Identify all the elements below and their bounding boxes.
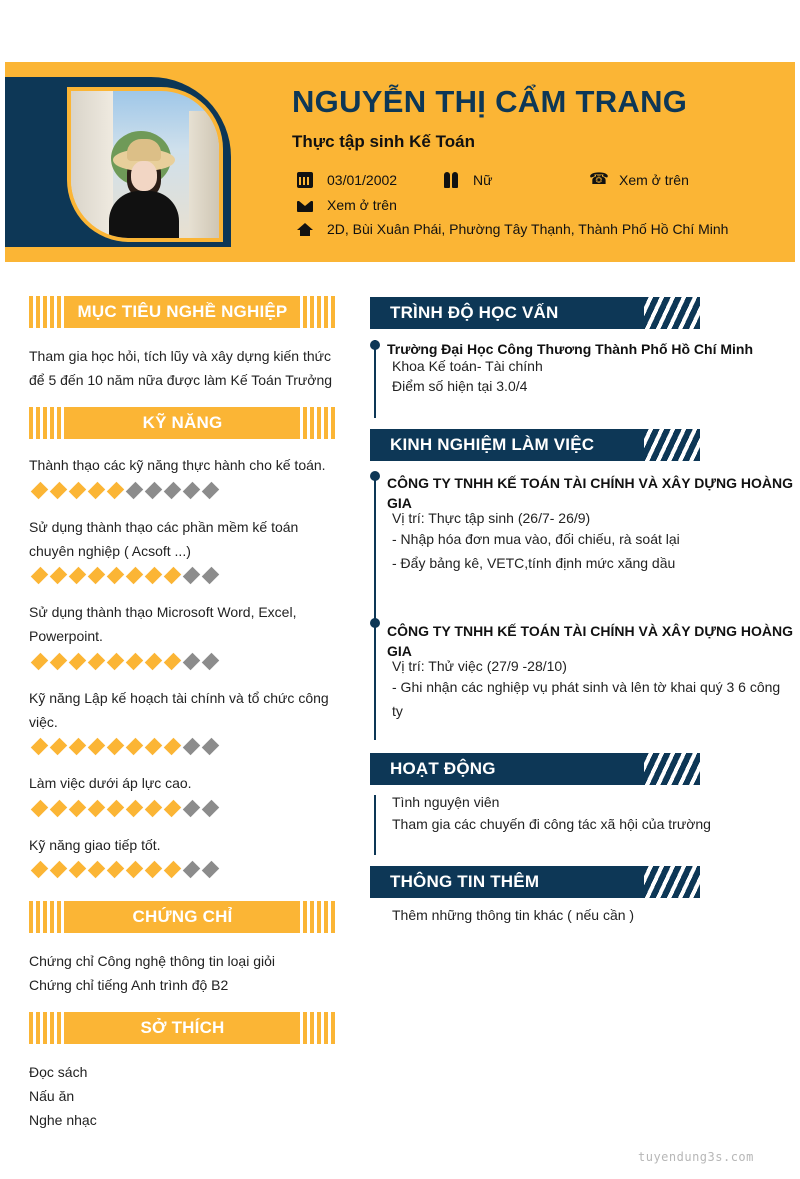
job-duty: - Nhập hóa đơn mua vào, đối chiếu, rà soát lại	[392, 531, 680, 547]
profile-photo-frame	[67, 87, 223, 242]
rating-diamond-filled	[31, 861, 49, 879]
rating-diamond-empty	[145, 482, 163, 500]
rating-diamond-filled	[69, 861, 87, 879]
skill-rating	[34, 568, 216, 582]
rating-diamond-filled	[164, 653, 182, 671]
skill-rating	[34, 739, 216, 753]
rating-diamond-filled	[145, 738, 163, 756]
hobby-item: Nấu ăn	[29, 1088, 75, 1104]
rating-diamond-filled	[88, 653, 106, 671]
skill-item	[29, 453, 344, 477]
rating-diamond-empty	[202, 738, 220, 756]
activity-item: Tình nguyện viên	[392, 794, 500, 810]
skill-rating	[34, 862, 216, 876]
rating-diamond-empty	[202, 861, 220, 879]
gender-row	[443, 172, 492, 188]
rating-diamond-filled	[126, 861, 144, 879]
skill-rating	[34, 654, 216, 668]
timeline-line	[374, 340, 376, 418]
rating-diamond-filled	[50, 861, 68, 879]
heading-stripes	[644, 866, 700, 898]
rating-diamond-empty	[183, 800, 201, 818]
rating-diamond-filled	[31, 738, 49, 756]
rating-diamond-filled	[88, 738, 106, 756]
additional-info-heading	[370, 866, 700, 898]
skill-label: Kỹ năng Lập kế hoạch tài chính và tổ chức công	[29, 690, 329, 706]
company-line: CÔNG TY TNHH KẾ TOÁN TÀI CHÍNH VÀ XÂY DỰNG HOÀNG	[387, 623, 793, 639]
rating-diamond-filled	[145, 800, 163, 818]
gender-icon	[443, 172, 459, 188]
rating-diamond-empty	[183, 738, 201, 756]
rating-diamond-filled	[50, 482, 68, 500]
rating-diamond-filled	[107, 482, 125, 500]
hobbies-heading	[29, 1012, 336, 1044]
hobbies-list	[29, 1060, 344, 1132]
job-duty: - Ghi nhận các nghiệp vụ phát sinh và lên tờ khai quý 3 6 công	[392, 679, 781, 695]
rating-diamond-filled	[126, 738, 144, 756]
education-detail: Khoa Kế toán- Tài chính	[392, 358, 543, 374]
rating-diamond-filled	[88, 800, 106, 818]
education-detail: Điểm số hiện tại 3.0/4	[392, 378, 528, 394]
objective-heading-text: MỤC TIÊU NGHỀ NGHIỆP	[77, 302, 288, 321]
skill-label: Powerpoint.	[29, 628, 103, 644]
mail-icon	[297, 201, 313, 212]
timeline-dot	[370, 618, 380, 628]
rating-diamond-empty	[202, 653, 220, 671]
certificate-item: Chứng chỉ Công nghệ thông tin loại giỏi	[29, 953, 275, 969]
home-icon	[297, 223, 313, 230]
timeline-line	[374, 795, 376, 855]
skill-label: Thành thạo các kỹ năng thực hành cho kế toán.	[29, 457, 326, 473]
hobby-item: Nghe nhạc	[29, 1112, 97, 1128]
objective-text	[29, 344, 344, 392]
cv-header	[5, 62, 795, 262]
rating-diamond-filled	[88, 861, 106, 879]
dob-value: 03/01/2002	[327, 172, 398, 188]
rating-diamond-filled	[145, 861, 163, 879]
rating-diamond-filled	[164, 738, 182, 756]
certificates-list	[29, 949, 344, 997]
objective-heading	[29, 296, 336, 328]
rating-diamond-empty	[126, 482, 144, 500]
hobbies-heading-text: SỞ THÍCH	[140, 1018, 225, 1037]
additional-info-item: Thêm những thông tin khác ( nếu cần )	[392, 907, 635, 923]
job-duty: ty	[392, 703, 403, 719]
skill-item	[29, 515, 344, 563]
email-value: Xem ở trên	[327, 197, 397, 213]
skills-heading-text: KỸ NĂNG	[142, 413, 223, 432]
address-row	[297, 221, 728, 237]
education-heading-text: TRÌNH ĐỘ HỌC VẤN	[390, 303, 559, 322]
job-duty: - Đẩy bảng kê, VETC,tính định mức xăng dầu	[392, 555, 676, 571]
rating-diamond-filled	[50, 653, 68, 671]
job-title: Thực tập sinh Kế Toán	[292, 132, 475, 151]
phone-value: Xem ở trên	[619, 172, 689, 188]
company-name	[387, 473, 793, 513]
rating-diamond-filled	[164, 861, 182, 879]
calendar-icon	[297, 172, 313, 188]
experience-heading-text: KINH NGHIỆM LÀM VIỆC	[390, 435, 595, 454]
rating-diamond-filled	[145, 567, 163, 585]
rating-diamond-empty	[164, 482, 182, 500]
rating-diamond-empty	[202, 800, 220, 818]
company-line: CÔNG TY TNHH KẾ TOÁN TÀI CHÍNH VÀ XÂY DỰNG HOÀNG	[387, 475, 793, 491]
rating-diamond-filled	[69, 482, 87, 500]
skill-item	[29, 686, 344, 734]
skill-rating	[34, 801, 216, 815]
rating-diamond-empty	[183, 482, 201, 500]
education-heading	[370, 297, 700, 329]
skill-label: chuyên nghiệp ( Acsoft ...)	[29, 543, 191, 559]
skill-label: Làm việc dưới áp lực cao.	[29, 775, 192, 791]
rating-diamond-filled	[164, 800, 182, 818]
rating-diamond-filled	[107, 653, 125, 671]
rating-diamond-filled	[164, 567, 182, 585]
company-name	[387, 621, 793, 661]
rating-diamond-filled	[69, 567, 87, 585]
experience-heading	[370, 429, 700, 461]
rating-diamond-filled	[31, 653, 49, 671]
objective-line: Tham gia học hỏi, tích lũy và xây dựng kiến thức	[29, 348, 332, 364]
rating-diamond-filled	[50, 567, 68, 585]
dob-row	[297, 172, 397, 188]
activities-heading-text: HOẠT ĐỘNG	[390, 759, 496, 778]
school-name: Trường Đại Học Công Thương Thành Phố Hồ Chí Minh	[387, 341, 754, 357]
heading-stripes	[644, 429, 700, 461]
rating-diamond-empty	[183, 861, 201, 879]
phone-icon: ☎	[589, 171, 609, 188]
skill-rating	[34, 483, 216, 497]
job-position: Vị trí: Thực tập sinh (26/7- 26/9)	[392, 510, 591, 526]
activities-heading	[370, 753, 700, 785]
objective-line: để 5 đến 10 năm nữa được làm Kế Toán Trưởng	[29, 372, 333, 388]
rating-diamond-filled	[88, 482, 106, 500]
skill-item	[29, 600, 344, 648]
company-line: GIA	[387, 643, 412, 659]
rating-diamond-filled	[50, 800, 68, 818]
timeline-dot	[370, 471, 380, 481]
rating-diamond-filled	[107, 738, 125, 756]
rating-diamond-filled	[69, 800, 87, 818]
certificates-heading	[29, 901, 336, 933]
certificate-item: Chứng chỉ tiếng Anh trình độ B2	[29, 977, 229, 993]
phone-row	[589, 172, 689, 188]
rating-diamond-filled	[69, 738, 87, 756]
rating-diamond-filled	[145, 653, 163, 671]
skill-label: Sử dụng thành thạo các phần mềm kế toán	[29, 519, 299, 535]
rating-diamond-filled	[31, 482, 49, 500]
certificates-heading-text: CHỨNG CHỈ	[132, 907, 233, 926]
skill-label: việc.	[29, 714, 58, 730]
candidate-name: NGUYỄN THỊ CẨM TRANG	[292, 84, 688, 119]
rating-diamond-empty	[183, 567, 201, 585]
gender-value: Nữ	[473, 172, 493, 188]
rating-diamond-empty	[202, 567, 220, 585]
company-line: GIA	[387, 495, 412, 511]
skill-item	[29, 833, 344, 857]
job-position: Vị trí: Thử việc (27/9 -28/10)	[392, 658, 567, 674]
heading-stripes	[644, 297, 700, 329]
activity-item: Tham gia các chuyến đi công tác xã hội của trường	[392, 816, 711, 832]
rating-diamond-filled	[88, 567, 106, 585]
rating-diamond-filled	[31, 800, 49, 818]
profile-photo	[71, 91, 219, 238]
skill-item	[29, 771, 344, 795]
skill-label: Kỹ năng giao tiếp tốt.	[29, 837, 161, 853]
rating-diamond-empty	[202, 482, 220, 500]
timeline-dot	[370, 340, 380, 350]
rating-diamond-filled	[50, 738, 68, 756]
additional-info-heading-text: THÔNG TIN THÊM	[390, 872, 540, 891]
rating-diamond-filled	[126, 653, 144, 671]
rating-diamond-empty	[183, 653, 201, 671]
rating-diamond-filled	[31, 567, 49, 585]
hobby-item: Đọc sách	[29, 1064, 88, 1080]
rating-diamond-filled	[126, 567, 144, 585]
rating-diamond-filled	[107, 861, 125, 879]
watermark: tuyendung3s.com	[638, 1150, 754, 1164]
rating-diamond-filled	[107, 800, 125, 818]
email-row	[297, 197, 397, 213]
skill-label: Sử dụng thành thạo Microsoft Word, Excel,	[29, 604, 297, 620]
rating-diamond-filled	[69, 653, 87, 671]
address-value: 2D, Bùi Xuân Phái, Phường Tây Thạnh, Thành Phố Hồ Chí Minh	[327, 221, 729, 237]
skills-heading	[29, 407, 336, 439]
rating-diamond-filled	[107, 567, 125, 585]
heading-stripes	[644, 753, 700, 785]
rating-diamond-filled	[126, 800, 144, 818]
timeline-line	[374, 476, 376, 740]
